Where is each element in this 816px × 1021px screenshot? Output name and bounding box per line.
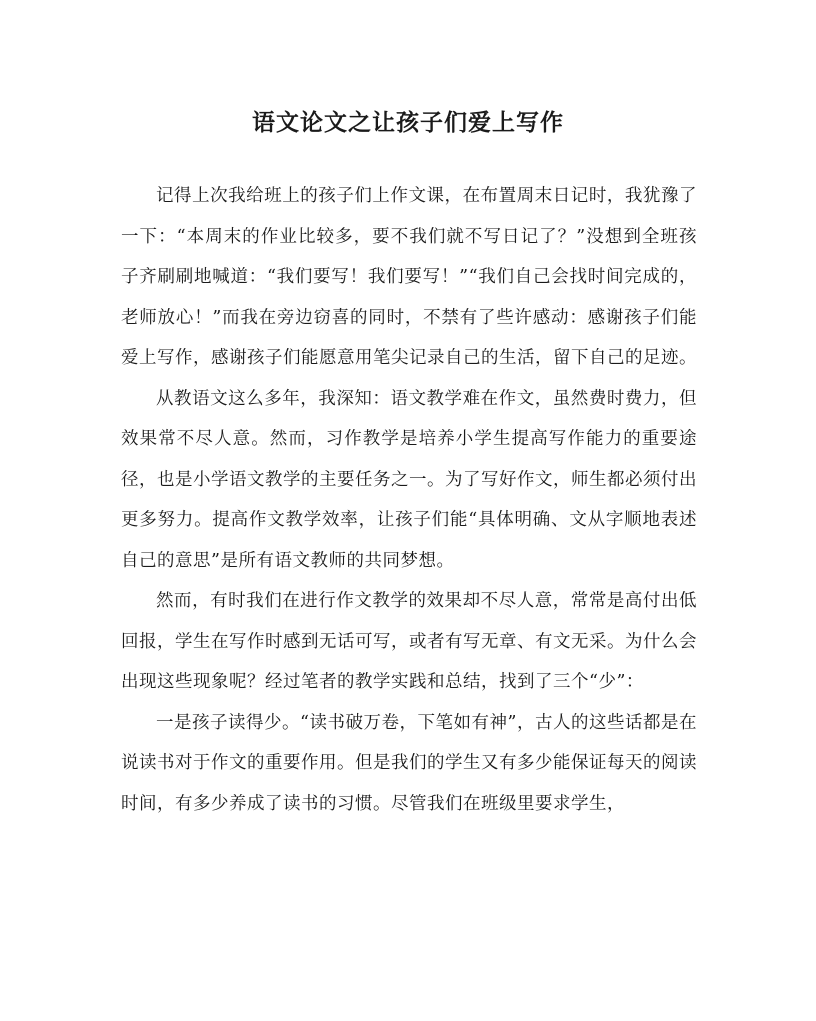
paragraph-1: 记得上次我给班上的孩子们上作文课，在布置周末日记时，我犹豫了一下：“本周末的作业比较多，要不我们就不写日记了？”没想到全班孩子齐刷刷地喊道：“我们要写！我们要写！”“我们自己会找时间完成的，老师放心！”而我在旁边窃喜的同时，不禁有了些许感动：感谢孩子们能爱上写作，感谢孩子们能愿意用笔尖记录自己的生活，留下自己的足迹。 xyxy=(121,186,697,368)
paragraph-2: 从教语文这么多年，我深知：语文教学难在作文，虽然费时费力，但效果常不尽人意。然而，习作教学是培养小学生提高写作能力的重要途径，也是小学语文教学的主要任务之一。为了写好作文，师生都必须付出更多努力。提高作文教学效率，让孩子们能“具体明确、文从字顺地表述自己的意思”是所有语文教师的共同梦想。 xyxy=(121,388,697,571)
document-title: 语文论文之让孩子们爱上写作 xyxy=(252,109,564,136)
paragraph-3: 然而，有时我们在进行作文教学的效果却不尽人意，常常是高付出低回报，学生在写作时感到无话可写，或者有写无章、有文无采。为什么会出现这些现象呢？经过笔者的教学实践和总结，找到了三个“少”： xyxy=(121,591,697,692)
document-body xyxy=(121,176,697,824)
paragraph-4: 一是孩子读得少。“读书破万卷，下笔如有神”，古人的这些话都是在说读书对于作文的重要作用。但是我们的学生又有多少能保证每天的阅读时间，有多少养成了读书的习惯。尽管我们在班级里要求学生， xyxy=(121,712,697,814)
